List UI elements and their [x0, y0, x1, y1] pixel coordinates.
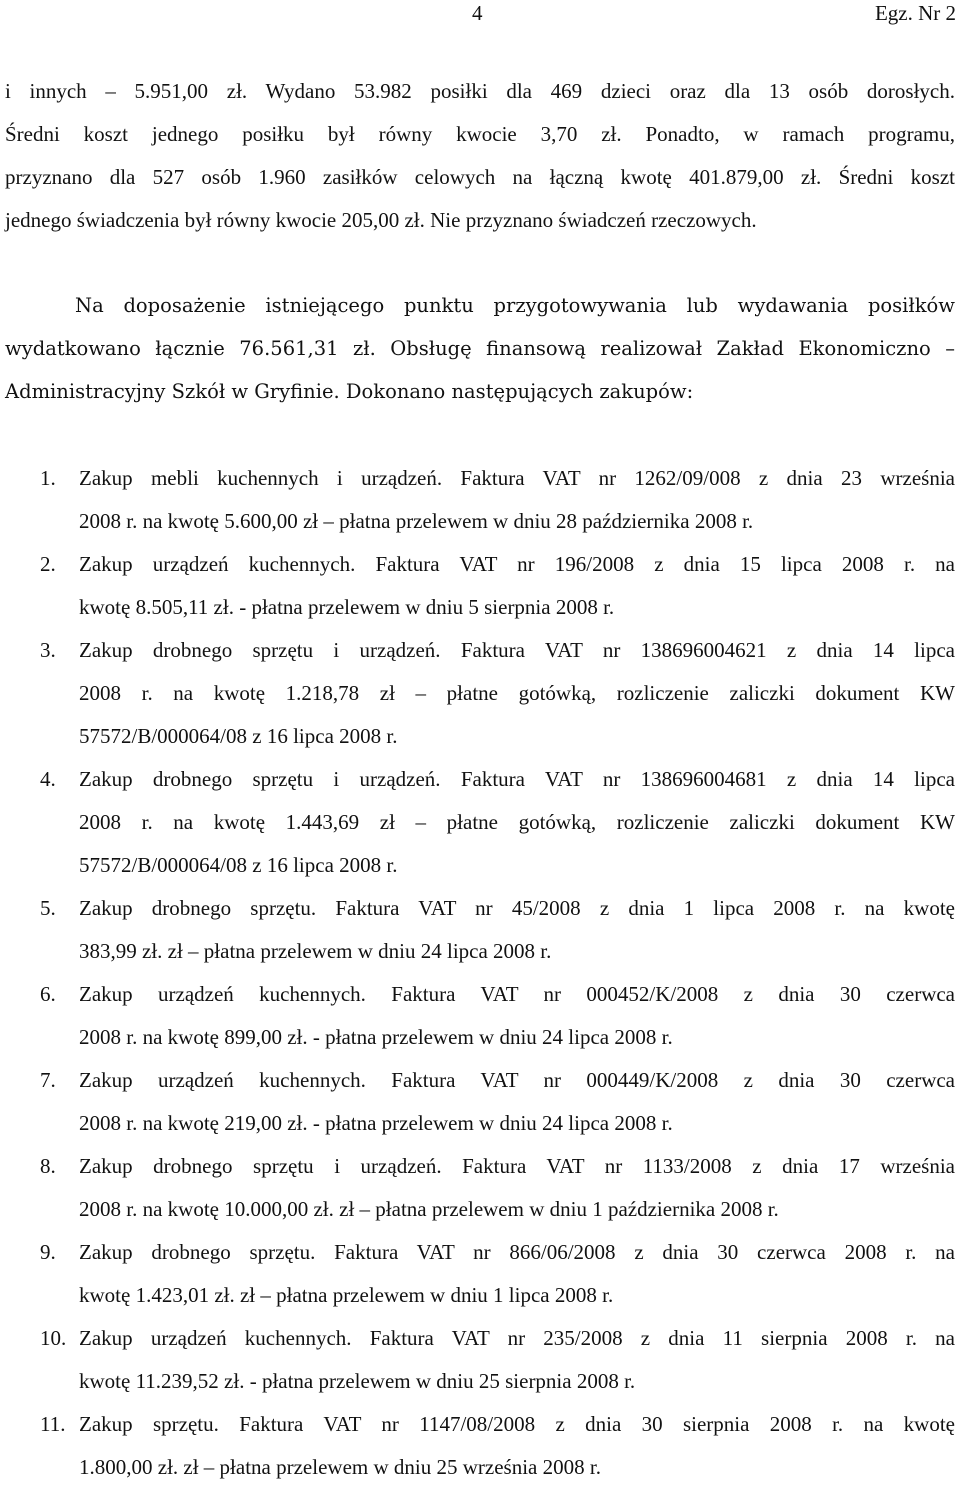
intro-paragraph — [5, 70, 955, 242]
list-item — [0, 1403, 960, 1489]
page-header — [0, 0, 960, 30]
list-item-line: kwotę 1.423,01 zł. zł – płatna przelewem w dniu 1 lipca 2008 r. — [79, 1283, 614, 1307]
list-item-line: 2008 r. na kwotę 5.600,00 zł – płatna przelewem w dniu 28 października 2008 r. — [79, 509, 754, 533]
list-item-line: Zakup drobnego sprzętu i urządzeń. Faktura VAT nr 138696004681 z dnia 14 lipca — [79, 767, 955, 791]
list-item-line: Zakup drobnego sprzętu i urządzeń. Faktura VAT nr 1133/2008 z dnia 17 września — [79, 1154, 955, 1178]
list-item-number: 10. — [40, 1326, 67, 1350]
list-item-text — [79, 1231, 955, 1317]
list-item — [0, 457, 960, 543]
list-item-number: 2. — [40, 552, 56, 576]
list-item — [0, 887, 960, 973]
list-item-line: 2008 r. na kwotę 1.443,69 zł – płatne gotówką, rozliczenie zaliczki dokument KW — [79, 810, 955, 834]
list-item-number: 11. — [40, 1412, 66, 1436]
paragraph-line: Administracyjny Szkół w Gryfinie. Dokonano następujących zakupów: — [5, 380, 694, 403]
list-item-line: kwotę 11.239,52 zł. - płatna przelewem w dniu 25 sierpnia 2008 r. — [79, 1369, 636, 1393]
paragraph-line: wydatkowano łącznie 76.561,31 zł. Obsługę finansową realizował Zakład Ekonomiczno – — [5, 337, 955, 360]
list-item-text — [79, 758, 955, 887]
list-item-number: 5. — [40, 896, 56, 920]
list-item-line: 383,99 zł. zł – płatna przelewem w dniu 24 lipca 2008 r. — [79, 939, 552, 963]
list-item — [0, 629, 960, 758]
list-item-number: 9. — [40, 1240, 56, 1264]
paragraph-line: Średni koszt jednego posiłku był równy kwocie 3,70 zł. Ponadto, w ramach programu, — [5, 122, 955, 146]
list-item-number: 1. — [40, 466, 56, 490]
list-item-number: 7. — [40, 1068, 56, 1092]
list-item — [0, 1059, 960, 1145]
list-item-text — [79, 1145, 955, 1231]
list-item-line: Zakup urządzeń kuchennych. Faktura VAT nr 235/2008 z dnia 11 sierpnia 2008 r. na — [79, 1326, 955, 1350]
list-item-line: Zakup drobnego sprzętu. Faktura VAT nr 866/06/2008 z dnia 30 czerwca 2008 r. na — [79, 1240, 955, 1264]
list-item-line: 57572/B/000064/08 z 16 lipca 2008 r. — [79, 724, 398, 748]
list-item-line: kwotę 8.505,11 zł. - płatna przelewem w dniu 5 sierpnia 2008 r. — [79, 595, 615, 619]
paragraph-line: Na doposażenie istniejącego punktu przygotowywania lub wydawania posiłków — [75, 294, 955, 317]
list-item-line: Zakup urządzeń kuchennych. Faktura VAT nr 000449/K/2008 z dnia 30 czerwca — [79, 1068, 955, 1092]
list-item-line: Zakup drobnego sprzętu. Faktura VAT nr 45/2008 z dnia 1 lipca 2008 r. na kwotę — [79, 896, 955, 920]
list-item-number: 3. — [40, 638, 56, 662]
list-item-line: Zakup drobnego sprzętu i urządzeń. Faktura VAT nr 138696004621 z dnia 14 lipca — [79, 638, 955, 662]
list-item-text — [79, 457, 955, 543]
list-item-text — [79, 629, 955, 758]
list-item-text — [79, 887, 955, 973]
list-item — [0, 1231, 960, 1317]
copy-number-label: Egz. Nr 2 — [874, 1, 956, 25]
list-item-line: Zakup urządzeń kuchennych. Faktura VAT nr 000452/K/2008 z dnia 30 czerwca — [79, 982, 955, 1006]
purchase-list — [0, 457, 960, 1489]
list-item-number: 4. — [40, 767, 56, 791]
list-item-line: 2008 r. na kwotę 1.218,78 zł – płatne gotówką, rozliczenie zaliczki dokument KW — [79, 681, 955, 705]
list-item — [0, 758, 960, 887]
list-item-number: 6. — [40, 982, 56, 1006]
list-item-text — [79, 1403, 955, 1489]
list-item-line: 1.800,00 zł. zł – płatna przelewem w dniu 25 września 2008 r. — [79, 1455, 601, 1479]
page-number: 4 — [472, 1, 483, 25]
paragraph-line: i innych – 5.951,00 zł. Wydano 53.982 posiłki dla 469 dzieci oraz dla 13 osób dorosłych. — [5, 79, 955, 103]
list-item — [0, 1317, 960, 1403]
list-item-line: 57572/B/000064/08 z 16 lipca 2008 r. — [79, 853, 398, 877]
list-item-line: 2008 r. na kwotę 219,00 zł. - płatna przelewem w dniu 24 lipca 2008 r. — [79, 1111, 673, 1135]
purchases-paragraph — [5, 284, 955, 413]
paragraph-line: przyznano dla 527 osób 1.960 zasiłków celowych na łączną kwotę 401.879,00 zł. Średni koszt — [5, 165, 955, 189]
paragraph-line: jednego świadczenia był równy kwocie 205,00 zł. Nie przyznano świadczeń rzeczowych. — [5, 208, 757, 232]
list-item — [0, 543, 960, 629]
list-item-number: 8. — [40, 1154, 56, 1178]
list-item-text — [79, 973, 955, 1059]
list-item-line: Zakup urządzeń kuchennych. Faktura VAT nr 196/2008 z dnia 15 lipca 2008 r. na — [79, 552, 955, 576]
list-item-text — [79, 543, 955, 629]
list-item-line: 2008 r. na kwotę 899,00 zł. - płatna przelewem w dniu 24 lipca 2008 r. — [79, 1025, 673, 1049]
list-item-text — [79, 1059, 955, 1145]
list-item-text — [79, 1317, 955, 1403]
list-item — [0, 973, 960, 1059]
list-item-line: 2008 r. na kwotę 10.000,00 zł. zł – płatna przelewem w dniu 1 października 2008 r. — [79, 1197, 779, 1221]
list-item-line: Zakup mebli kuchennych i urządzeń. Faktura VAT nr 1262/09/008 z dnia 23 września — [79, 466, 955, 490]
list-item-line: Zakup sprzętu. Faktura VAT nr 1147/08/2008 z dnia 30 sierpnia 2008 r. na kwotę — [79, 1412, 955, 1436]
list-item — [0, 1145, 960, 1231]
